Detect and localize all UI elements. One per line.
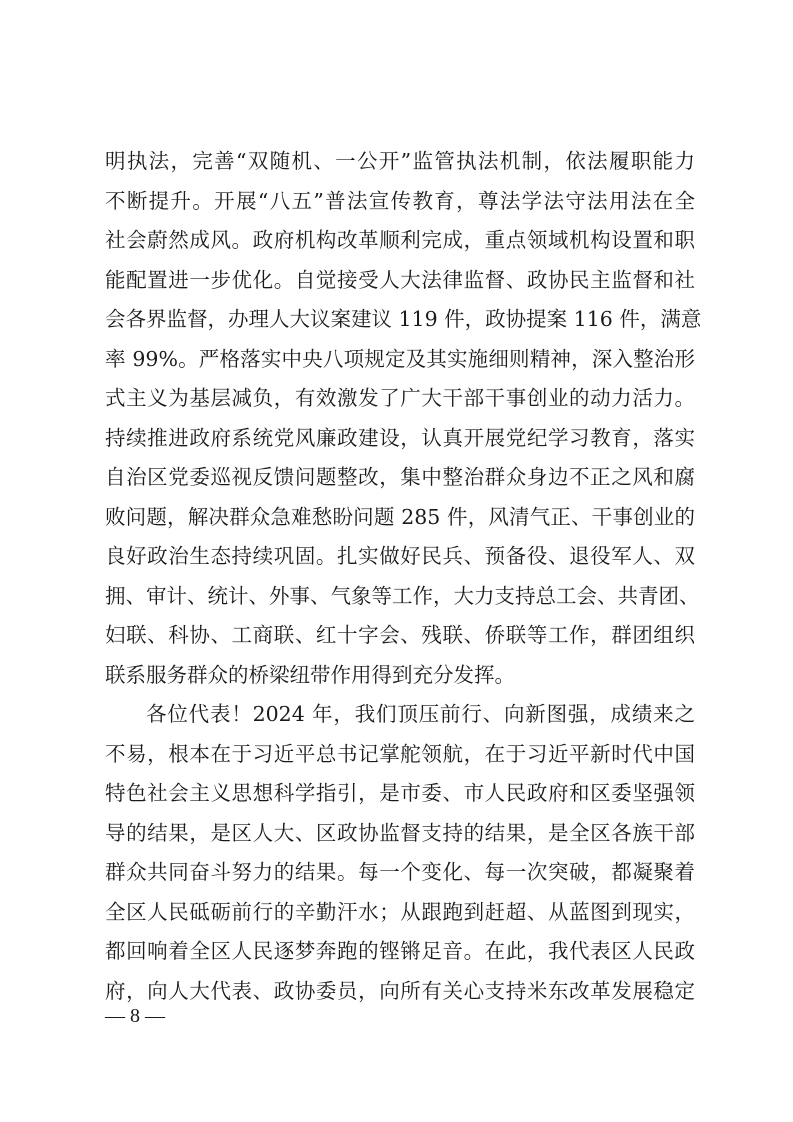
body-text-line: 自治区党委巡视反馈问题整改，集中整治群众身边不正之风和腐 xyxy=(105,465,695,489)
body-text-line: 败问题，解决群众急难愁盼问题 285 件，风清气正、干事创业的 xyxy=(105,505,695,529)
body-text-line: 不易，根本在于习近平总书记掌舵领航，在于习近平新时代中国 xyxy=(105,742,695,766)
body-text-line: 能配置进一步优化。自觉接受人大法律监督、政协民主监督和社 xyxy=(105,268,695,292)
body-text-line: 全区人民砥砺前行的辛勤汗水；从跟跑到赶超、从蓝图到现实， xyxy=(105,900,695,924)
body-text-line: 群众共同奋斗努力的结果。每一个变化、每一次突破，都凝聚着 xyxy=(105,860,695,884)
body-text-line: 明执法，完善“双随机、一公开”监管执法机制，依法履职能力 xyxy=(105,149,695,173)
body-text-line: 持续推进政府系统党风廉政建设，认真开展党纪学习教育，落实 xyxy=(105,426,695,450)
body-text-line: 拥、审计、统计、外事、气象等工作，大力支持总工会、共青团、 xyxy=(105,584,700,608)
body-text-line: 联系服务群众的桥梁纽带作用得到充分发挥。 xyxy=(105,663,515,687)
body-text-line: 社会蔚然成风。政府机构改革顺利完成，重点领域机构设置和职 xyxy=(105,228,695,252)
body-text-line: 府，向人大代表、政协委员，向所有关心支持米东改革发展稳定 xyxy=(105,979,695,1003)
body-text-line: 导的结果，是区人大、区政协监督支持的结果，是全区各族干部 xyxy=(105,821,695,845)
body-text-line: 良好政治生态持续巩固。扎实做好民兵、预备役、退役军人、双 xyxy=(105,544,695,568)
paragraph-first-line: 各位代表！2024 年，我们顶压前行、向新图强，成绩来之 xyxy=(146,702,695,726)
page-number: — 8 — xyxy=(105,1005,165,1027)
body-text-line: 式主义为基层减负，有效激发了广大干部干事创业的动力活力。 xyxy=(105,386,695,410)
body-text-line: 都回响着全区人民逐梦奔跑的铿锵足音。在此，我代表区人民政 xyxy=(105,939,695,963)
body-text-line: 特色社会主义思想科学指引，是市委、市人民政府和区委坚强领 xyxy=(105,781,695,805)
body-text-line: 妇联、科协、工商联、红十字会、残联、侨联等工作，群团组织 xyxy=(105,623,695,647)
body-text-line: 不断提升。开展“八五”普法宣传教育，尊法学法守法用法在全 xyxy=(105,189,695,213)
body-text-line: 会各界监督，办理人大议案建议 119 件，政协提案 116 件，满意 xyxy=(105,307,702,331)
body-text-line: 率 99%。严格落实中央八项规定及其实施细则精神，深入整治形 xyxy=(105,347,695,371)
